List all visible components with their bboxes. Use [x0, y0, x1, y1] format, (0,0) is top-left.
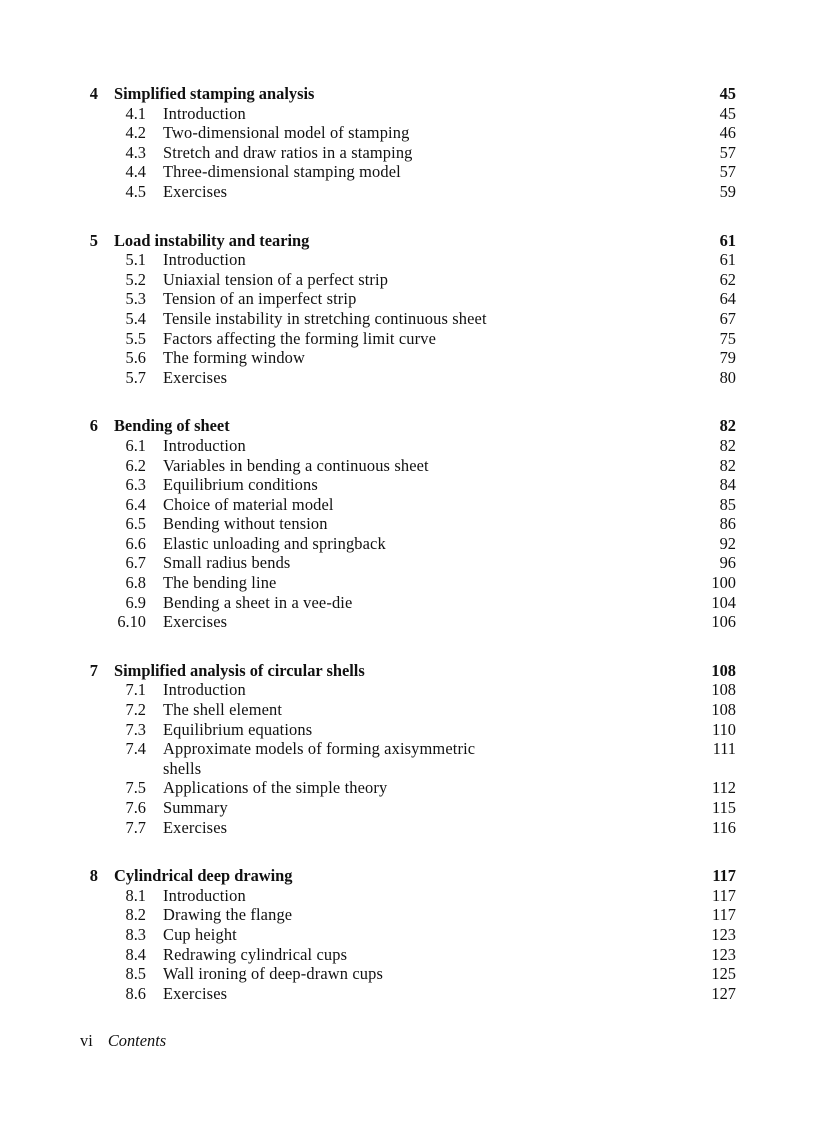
section-number: 4.3 [125, 142, 146, 162]
toc-section-entry[interactable] [84, 905, 736, 925]
toc-section-entry[interactable] [84, 270, 736, 290]
section-title: Exercises [163, 983, 228, 1003]
toc-section-entry[interactable] [84, 456, 736, 476]
section-title: Factors affecting the forming limit curve [163, 328, 437, 348]
toc-section-entry[interactable] [84, 495, 736, 515]
section-title: Introduction [163, 435, 246, 455]
section-number: 5.6 [125, 348, 146, 368]
section-page-number: 85 [719, 494, 736, 514]
section-page-number: 82 [719, 455, 736, 475]
section-title: Variables in bending a continuous sheet [163, 455, 429, 475]
section-number: 6.3 [125, 475, 146, 495]
section-number: 5.5 [125, 328, 146, 348]
section-number: 6.2 [125, 455, 146, 475]
section-number: 7.3 [125, 719, 146, 739]
section-page-number: 92 [719, 533, 736, 553]
chapter-page-number: 108 [711, 660, 736, 680]
section-page-number: 86 [719, 514, 736, 534]
section-number: 7.7 [125, 817, 146, 837]
toc-section-entry[interactable] [84, 593, 736, 613]
section-title: Tensile instability in stretching continuous sheet [163, 308, 487, 328]
toc-section-entry[interactable] [84, 778, 736, 798]
chapter-page-number: 117 [712, 866, 736, 886]
section-number: 5.4 [125, 308, 146, 328]
section-title: Bending a sheet in a vee-die [163, 592, 353, 612]
toc-section-entry[interactable] [84, 329, 736, 349]
toc-section-entry[interactable] [84, 123, 736, 143]
section-title: Small radius bends [163, 553, 291, 573]
section-title: Exercises [163, 181, 228, 201]
chapter-title: Bending of sheet [114, 416, 230, 436]
section-number: 5.3 [125, 289, 146, 309]
section-page-number: 116 [712, 817, 736, 837]
section-page-number: 108 [711, 680, 736, 700]
section-title: Introduction [163, 250, 246, 270]
section-title: Exercises [163, 367, 228, 387]
toc-chapter-entry[interactable] [84, 866, 736, 886]
table-of-contents [84, 84, 736, 1032]
section-number: 6.7 [125, 553, 146, 573]
section-title: The bending line [163, 573, 277, 593]
chapter-title: Simplified analysis of circular shells [114, 660, 365, 680]
section-page-number: 96 [719, 553, 736, 573]
section-number: 5.7 [125, 367, 146, 387]
chapter-number: 5 [89, 230, 98, 250]
section-page-number: 115 [712, 798, 736, 817]
section-page-number: 84 [719, 475, 736, 495]
section-page-number: 67 [719, 308, 736, 328]
section-title: Summary [163, 798, 228, 817]
footer-page-number: vi [80, 1031, 93, 1050]
section-title: Introduction [163, 885, 246, 905]
section-title: Three-dimensional stamping model [163, 162, 401, 182]
section-number: 6.1 [125, 435, 146, 455]
toc-chapter-entry[interactable] [84, 84, 736, 104]
toc-section-entry[interactable] [84, 162, 736, 182]
section-title: The shell element [163, 700, 283, 720]
section-page-number: 127 [711, 983, 736, 1003]
section-number: 8.6 [125, 983, 146, 1003]
toc-section-entry-continuation [84, 759, 736, 779]
toc-section-entry[interactable] [84, 309, 736, 329]
toc-section-entry[interactable] [84, 945, 736, 965]
section-number: 4.5 [125, 181, 146, 201]
section-number: 8.1 [125, 885, 146, 905]
section-title: Elastic unloading and springback [163, 533, 386, 553]
section-number: 6.5 [125, 514, 146, 534]
toc-section-entry[interactable] [84, 680, 736, 700]
section-page-number: 57 [719, 162, 736, 182]
toc-section-entry[interactable] [84, 700, 736, 720]
toc-chapter-block [84, 84, 736, 202]
section-page-number: 123 [711, 944, 736, 964]
section-page-number: 64 [719, 289, 736, 309]
chapter-page-number: 61 [719, 230, 736, 250]
section-page-number: 75 [719, 328, 736, 348]
section-number: 6.10 [117, 612, 146, 632]
section-title: Two-dimensional model of stamping [163, 123, 410, 143]
section-page-number: 110 [712, 719, 736, 739]
toc-section-entry[interactable] [84, 143, 736, 163]
toc-chapter-entry[interactable] [84, 661, 736, 681]
section-page-number: 123 [711, 924, 736, 944]
section-number: 6.4 [125, 494, 146, 514]
chapter-number: 6 [89, 416, 98, 436]
section-number: 8.2 [125, 905, 146, 925]
toc-section-entry[interactable] [84, 250, 736, 270]
section-number: 7.1 [125, 680, 146, 700]
toc-section-entry[interactable] [84, 514, 736, 534]
section-title: Introduction [163, 680, 246, 700]
toc-chapter-block [84, 416, 736, 632]
section-title: Redrawing cylindrical cups [163, 944, 348, 964]
section-number: 6.6 [125, 533, 146, 553]
section-number: 7.5 [125, 778, 146, 798]
section-number: 6.8 [125, 573, 146, 593]
chapter-number: 4 [89, 84, 98, 103]
toc-section-entry[interactable] [84, 739, 736, 759]
section-page-number: 46 [719, 123, 736, 143]
section-title: Wall ironing of deep-drawn cups [163, 964, 383, 984]
section-page-number: 104 [711, 592, 736, 612]
section-title: The forming window [163, 348, 305, 368]
toc-section-entry[interactable] [84, 289, 736, 309]
section-title: Introduction [163, 103, 246, 123]
toc-chapter-entry[interactable] [84, 231, 736, 251]
toc-section-entry[interactable] [84, 553, 736, 573]
toc-section-entry[interactable] [84, 984, 736, 1004]
toc-section-entry[interactable] [84, 436, 736, 456]
toc-chapter-entry[interactable] [84, 416, 736, 436]
toc-section-entry[interactable] [84, 720, 736, 740]
section-number: 7.6 [125, 798, 146, 817]
section-title: Approximate models of forming axisymmetric [163, 739, 476, 759]
chapter-title: Simplified stamping analysis [114, 84, 315, 103]
toc-section-entry[interactable] [84, 818, 736, 838]
toc-section-entry[interactable] [84, 798, 736, 818]
section-title-continuation: shells [163, 758, 202, 778]
section-number: 8.4 [125, 944, 146, 964]
section-page-number: 108 [711, 700, 736, 720]
chapter-number: 7 [89, 660, 98, 680]
section-title: Stretch and draw ratios in a stamping [163, 142, 413, 162]
section-title: Equilibrium conditions [163, 475, 318, 495]
section-title: Bending without tension [163, 514, 328, 534]
section-page-number: 106 [711, 612, 736, 632]
chapter-title: Load instability and tearing [114, 230, 310, 250]
section-page-number: 79 [719, 348, 736, 368]
section-page-number: 117 [712, 905, 736, 925]
section-number: 4.1 [125, 103, 146, 123]
section-number: 5.2 [125, 269, 146, 289]
toc-section-entry[interactable] [84, 104, 736, 124]
section-title: Tension of an imperfect strip [163, 289, 357, 309]
section-title: Cup height [163, 924, 237, 944]
toc-section-entry[interactable] [84, 475, 736, 495]
section-page-number: 111 [712, 739, 736, 759]
toc-chapter-block [84, 231, 736, 388]
toc-section-entry[interactable] [84, 612, 736, 632]
chapter-page-number: 45 [719, 84, 736, 103]
toc-section-entry[interactable] [84, 348, 736, 368]
section-title: Drawing the flange [163, 905, 293, 925]
section-title: Exercises [163, 612, 228, 632]
page-footer [80, 1031, 166, 1051]
section-number: 7.2 [125, 700, 146, 720]
chapter-page-number: 82 [719, 416, 736, 436]
chapter-number: 8 [89, 866, 98, 886]
section-title: Applications of the simple theory [163, 778, 388, 798]
toc-section-entry[interactable] [84, 182, 736, 202]
footer-running-title: Contents [107, 1031, 167, 1050]
toc-section-entry[interactable] [84, 573, 736, 593]
section-page-number: 57 [719, 142, 736, 162]
toc-section-entry[interactable] [84, 964, 736, 984]
section-number: 7.4 [125, 739, 146, 759]
section-page-number: 80 [719, 367, 736, 387]
section-number: 5.1 [125, 250, 146, 270]
toc-chapter-block [84, 661, 736, 837]
section-page-number: 112 [712, 778, 736, 798]
section-page-number: 59 [719, 181, 736, 201]
section-page-number: 45 [719, 103, 736, 123]
toc-chapter-block [84, 866, 736, 1003]
section-number: 8.3 [125, 924, 146, 944]
section-number: 4.4 [125, 162, 146, 182]
toc-section-entry[interactable] [84, 368, 736, 388]
section-page-number: 100 [711, 573, 736, 593]
chapter-title: Cylindrical deep drawing [114, 866, 293, 886]
section-number: 6.9 [125, 592, 146, 612]
section-page-number: 62 [719, 269, 736, 289]
section-page-number: 82 [719, 435, 736, 455]
section-page-number: 125 [711, 964, 736, 984]
section-title: Choice of material model [163, 494, 334, 514]
section-page-number: 61 [719, 250, 736, 270]
section-title: Exercises [163, 817, 228, 837]
toc-section-entry[interactable] [84, 925, 736, 945]
section-title: Equilibrium equations [163, 719, 313, 739]
toc-section-entry[interactable] [84, 886, 736, 906]
section-page-number: 117 [712, 885, 736, 905]
section-title: Uniaxial tension of a perfect strip [163, 269, 389, 289]
section-number: 8.5 [125, 964, 146, 984]
toc-section-entry[interactable] [84, 534, 736, 554]
section-number: 4.2 [125, 123, 146, 143]
